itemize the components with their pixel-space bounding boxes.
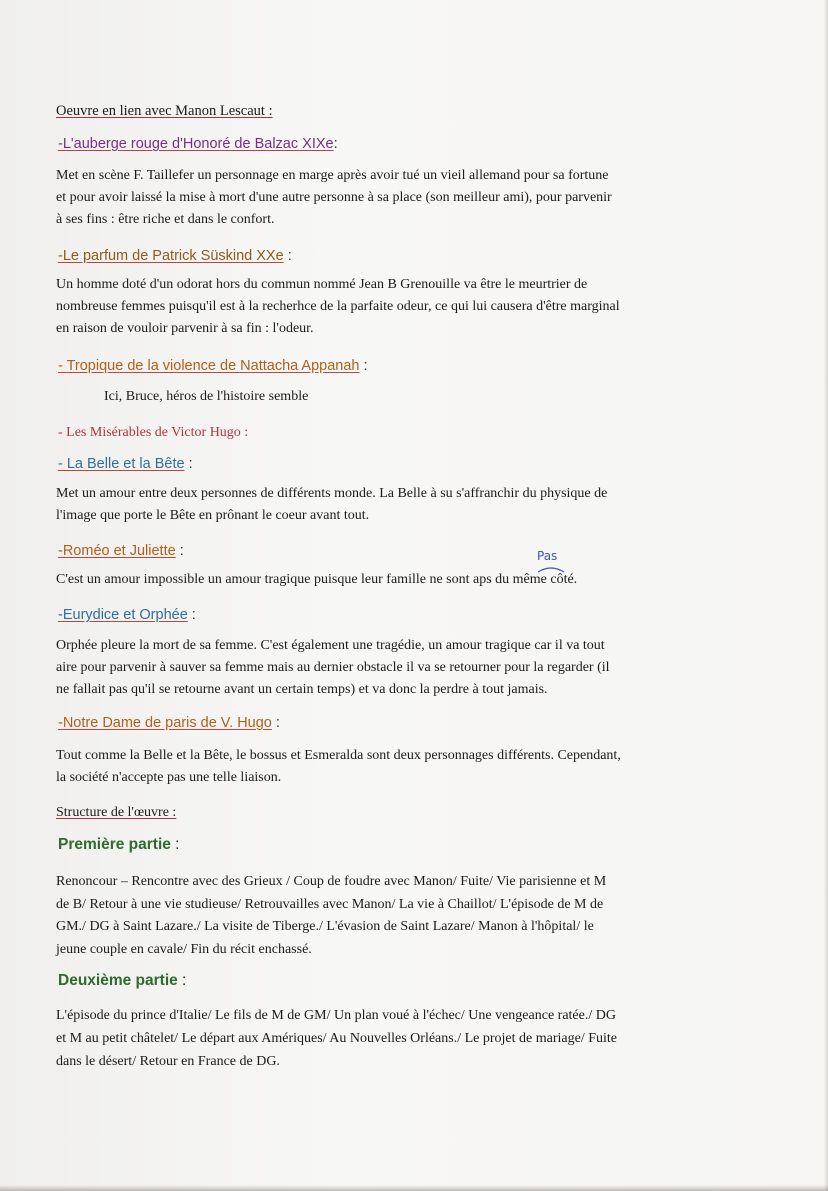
work-heading-romeo: -Roméo et Juliette : xyxy=(58,543,184,559)
work-text-parfum: Un homme doté d'un odorat hors du commun nommé Jean B Grenouille va être le meurtrier de nombreuse femmes puisqu'il est à la recherhce de la parfaite odeur, ce qui lui causera d'être marginal en raison de vouloir parvenir à sa fin : l'odeur. xyxy=(56,277,620,336)
work-heading-belle-bete: - La Belle et la Bête : xyxy=(58,456,193,472)
work-heading-eurydice: -Eurydice et Orphée : xyxy=(58,607,196,623)
part-text-premiere: Renoncour – Rencontre avec des Grieux / Coup de foudre avec Manon/ Fuite/ Vie parisienne et M de B/ Retour à une vie studieuse/ Retrouvailles avec Manon/ La vie à Chaillot/ L'épisode de M de GM./ DG à Saint Lazare./ La visite de Tiberge./ L'évasion de Saint Lazare/ Manon à l'hôpital/ le jeune couple en cavale/ Fin du récit enchassé. xyxy=(56,874,607,957)
page-title: Oeuvre en lien avec Manon Lescaut : xyxy=(56,103,273,119)
work-heading-miserables: - Les Misérables de Victor Hugo : xyxy=(58,425,249,440)
work-text-auberge-rouge: Met en scène F. Taillefer un personnage en marge après avoir tué un vieil allemand pour sa fortune et pour avoir laissé la mise à mort d'une autre personne à sa place (son meilleur ami), pour parvenir à ses fins : être riche et dans le confort. xyxy=(56,168,612,227)
work-text-eurydice: Orphée pleure la mort de sa femme. C'est également une tragédie, un amour tragique car il va tout aire pour parvenir à sauver sa femme mais au dernier obstacle il va se retourner pour la regarder (il ne fallait pas qu'il se retourne avant un certain temps) et va donc la perdre à tout jamais. xyxy=(56,638,610,697)
work-text-tropique: Ici, Bruce, héros de l'histoire semble xyxy=(104,389,309,404)
work-heading-tropique: - Tropique de la violence de Nattacha Appanah : xyxy=(58,358,368,374)
work-heading-auberge-rouge: -L'auberge rouge d'Honoré de Balzac XIXe: xyxy=(58,136,338,152)
structure-title: Structure de l'œuvre : xyxy=(56,805,177,820)
handwritten-correction: Pas xyxy=(537,549,558,563)
part-text-deuxieme: L'épisode du prince d'Italie/ Le fils de M de GM/ Un plan voué à l'échec/ Une vengeance ratée./ DG et M au petit châtelet/ Le départ aux Amériques/ Au Nouvelles Orléans./ Le projet de mariage/ Fuite dans le désert/ Retour en France de DG. xyxy=(56,1008,617,1069)
work-heading-notre-dame: -Notre Dame de paris de V. Hugo : xyxy=(58,715,280,731)
work-text-belle-bete: Met un amour entre deux personnes de différents monde. La Belle à su s'affranchir du physique de l'image que porte le Bête en prônant le coeur avant tout. xyxy=(56,486,608,523)
part-heading-deuxieme: Deuxième partie : xyxy=(58,972,187,989)
work-text-notre-dame: Tout comme la Belle et la Bête, le bossus et Esmeralda sont deux personnages différents. Cependant, la société n'accepte pas une telle liaison. xyxy=(56,748,621,785)
part-heading-premiere: Première partie : xyxy=(58,836,180,853)
work-text-romeo: C'est un amour impossible un amour tragique puisque leur famille ne sont aps du même côté. xyxy=(56,572,578,587)
page-edge-shadow xyxy=(824,0,828,1191)
page-bottom-shadow xyxy=(0,1185,828,1191)
work-heading-parfum: -Le parfum de Patrick Süskind XXe : xyxy=(58,248,292,264)
